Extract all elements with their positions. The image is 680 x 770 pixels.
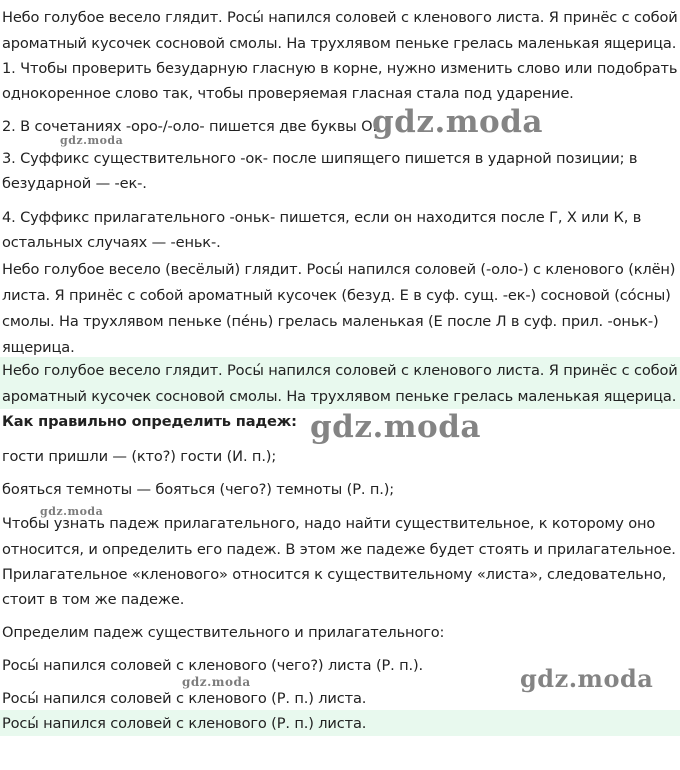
source-text-line-2: ароматный кусочек сосновой смолы. На трухлявом пеньке грелась маленькая ящерица. xyxy=(2,35,677,52)
case-example-2: бояться темноты — бояться (чего?) темноты (Р. п.); xyxy=(2,481,395,498)
rule-2-line-1: 2. В сочетаниях -оро-/-оло- пишется две буквы О. xyxy=(2,118,377,135)
gdz-watermark-small: gdz.moda xyxy=(40,505,104,518)
source-text-line-1: Небо голубое весело глядит. Росы́ напился соловей с кленового листа. Я принёс с собой xyxy=(2,9,678,26)
rule-3-line-1: 3. Суффикс существительного -ок- после шипящего пишется в ударной позиции; в xyxy=(2,150,638,167)
explained-text-line-3: смолы. На трухлявом пеньке (пе́нь) грелась маленькая (Е после Л в суф. прил. -оньк-) xyxy=(2,313,659,330)
case-explanation-line-4: стоит в том же падеже. xyxy=(2,591,185,608)
gdz-watermark-small: gdz.moda xyxy=(182,675,251,689)
gdz-watermark: gdz.moda xyxy=(372,104,543,140)
case-explanation-line-2: относится, и определить его падеж. В этом же падеже будет стоять и прилагательное. xyxy=(2,541,676,558)
case-example-1: гости пришли — (кто?) гости (И. п.); xyxy=(2,448,277,465)
case-section-heading: Как правильно определить падеж: xyxy=(2,413,297,430)
case-answer: Росы́ напился соловей с кленового (Р. п.) листа. xyxy=(2,715,367,732)
case-task: Определим падеж существительного и прилагательного: xyxy=(2,624,445,641)
explained-text-line-2: листа. Я принёс с собой ароматный кусочек (безуд. Е в суф. сущ. -ек-) сосновой (со́сны) xyxy=(2,287,671,304)
case-step-1: Росы́ напился соловей с кленового (чего?) листа (Р. п.). xyxy=(2,657,424,674)
gdz-watermark: gdz.moda xyxy=(520,664,654,693)
gdz-watermark: gdz.moda xyxy=(310,409,481,445)
rule-4-line-1: 4. Суффикс прилагательного -оньк- пишется, если он находится после Г, Х или К, в xyxy=(2,209,642,226)
rule-1-line-1: 1. Чтобы проверить безударную гласную в корне, нужно изменить слово или подобрать xyxy=(2,60,678,77)
explained-text-line-1: Небо голубое весело (весёлый) глядит. Росы́ напился соловей (-оло-) с кленового (клён) xyxy=(2,261,676,278)
rule-1-line-2: однокоренное слово так, чтобы проверяемая гласная стала под ударение. xyxy=(2,85,574,102)
explained-text-line-4: ящерица. xyxy=(2,339,75,356)
case-explanation-line-1: Чтобы узнать падеж прилагательного, надо найти существительное, к которому оно xyxy=(2,515,656,532)
gdz-watermark-small: gdz.moda xyxy=(60,134,124,147)
answer-text-line-2: ароматный кусочек сосновой смолы. На трухлявом пеньке грелась маленькая ящерица. xyxy=(2,388,677,405)
case-explanation-line-3: Прилагательное «кленового» относится к существительному «листа», следовательно, xyxy=(2,566,667,583)
answer-text-line-1: Небо голубое весело глядит. Росы́ напился соловей с кленового листа. Я принёс с собой xyxy=(2,362,678,379)
rule-4-line-2: остальных случаях — -еньк-. xyxy=(2,234,221,251)
case-step-2: Росы́ напился соловей с кленового (Р. п.) листа. xyxy=(2,690,367,707)
rule-3-line-2: безударной — -ек-. xyxy=(2,175,147,192)
